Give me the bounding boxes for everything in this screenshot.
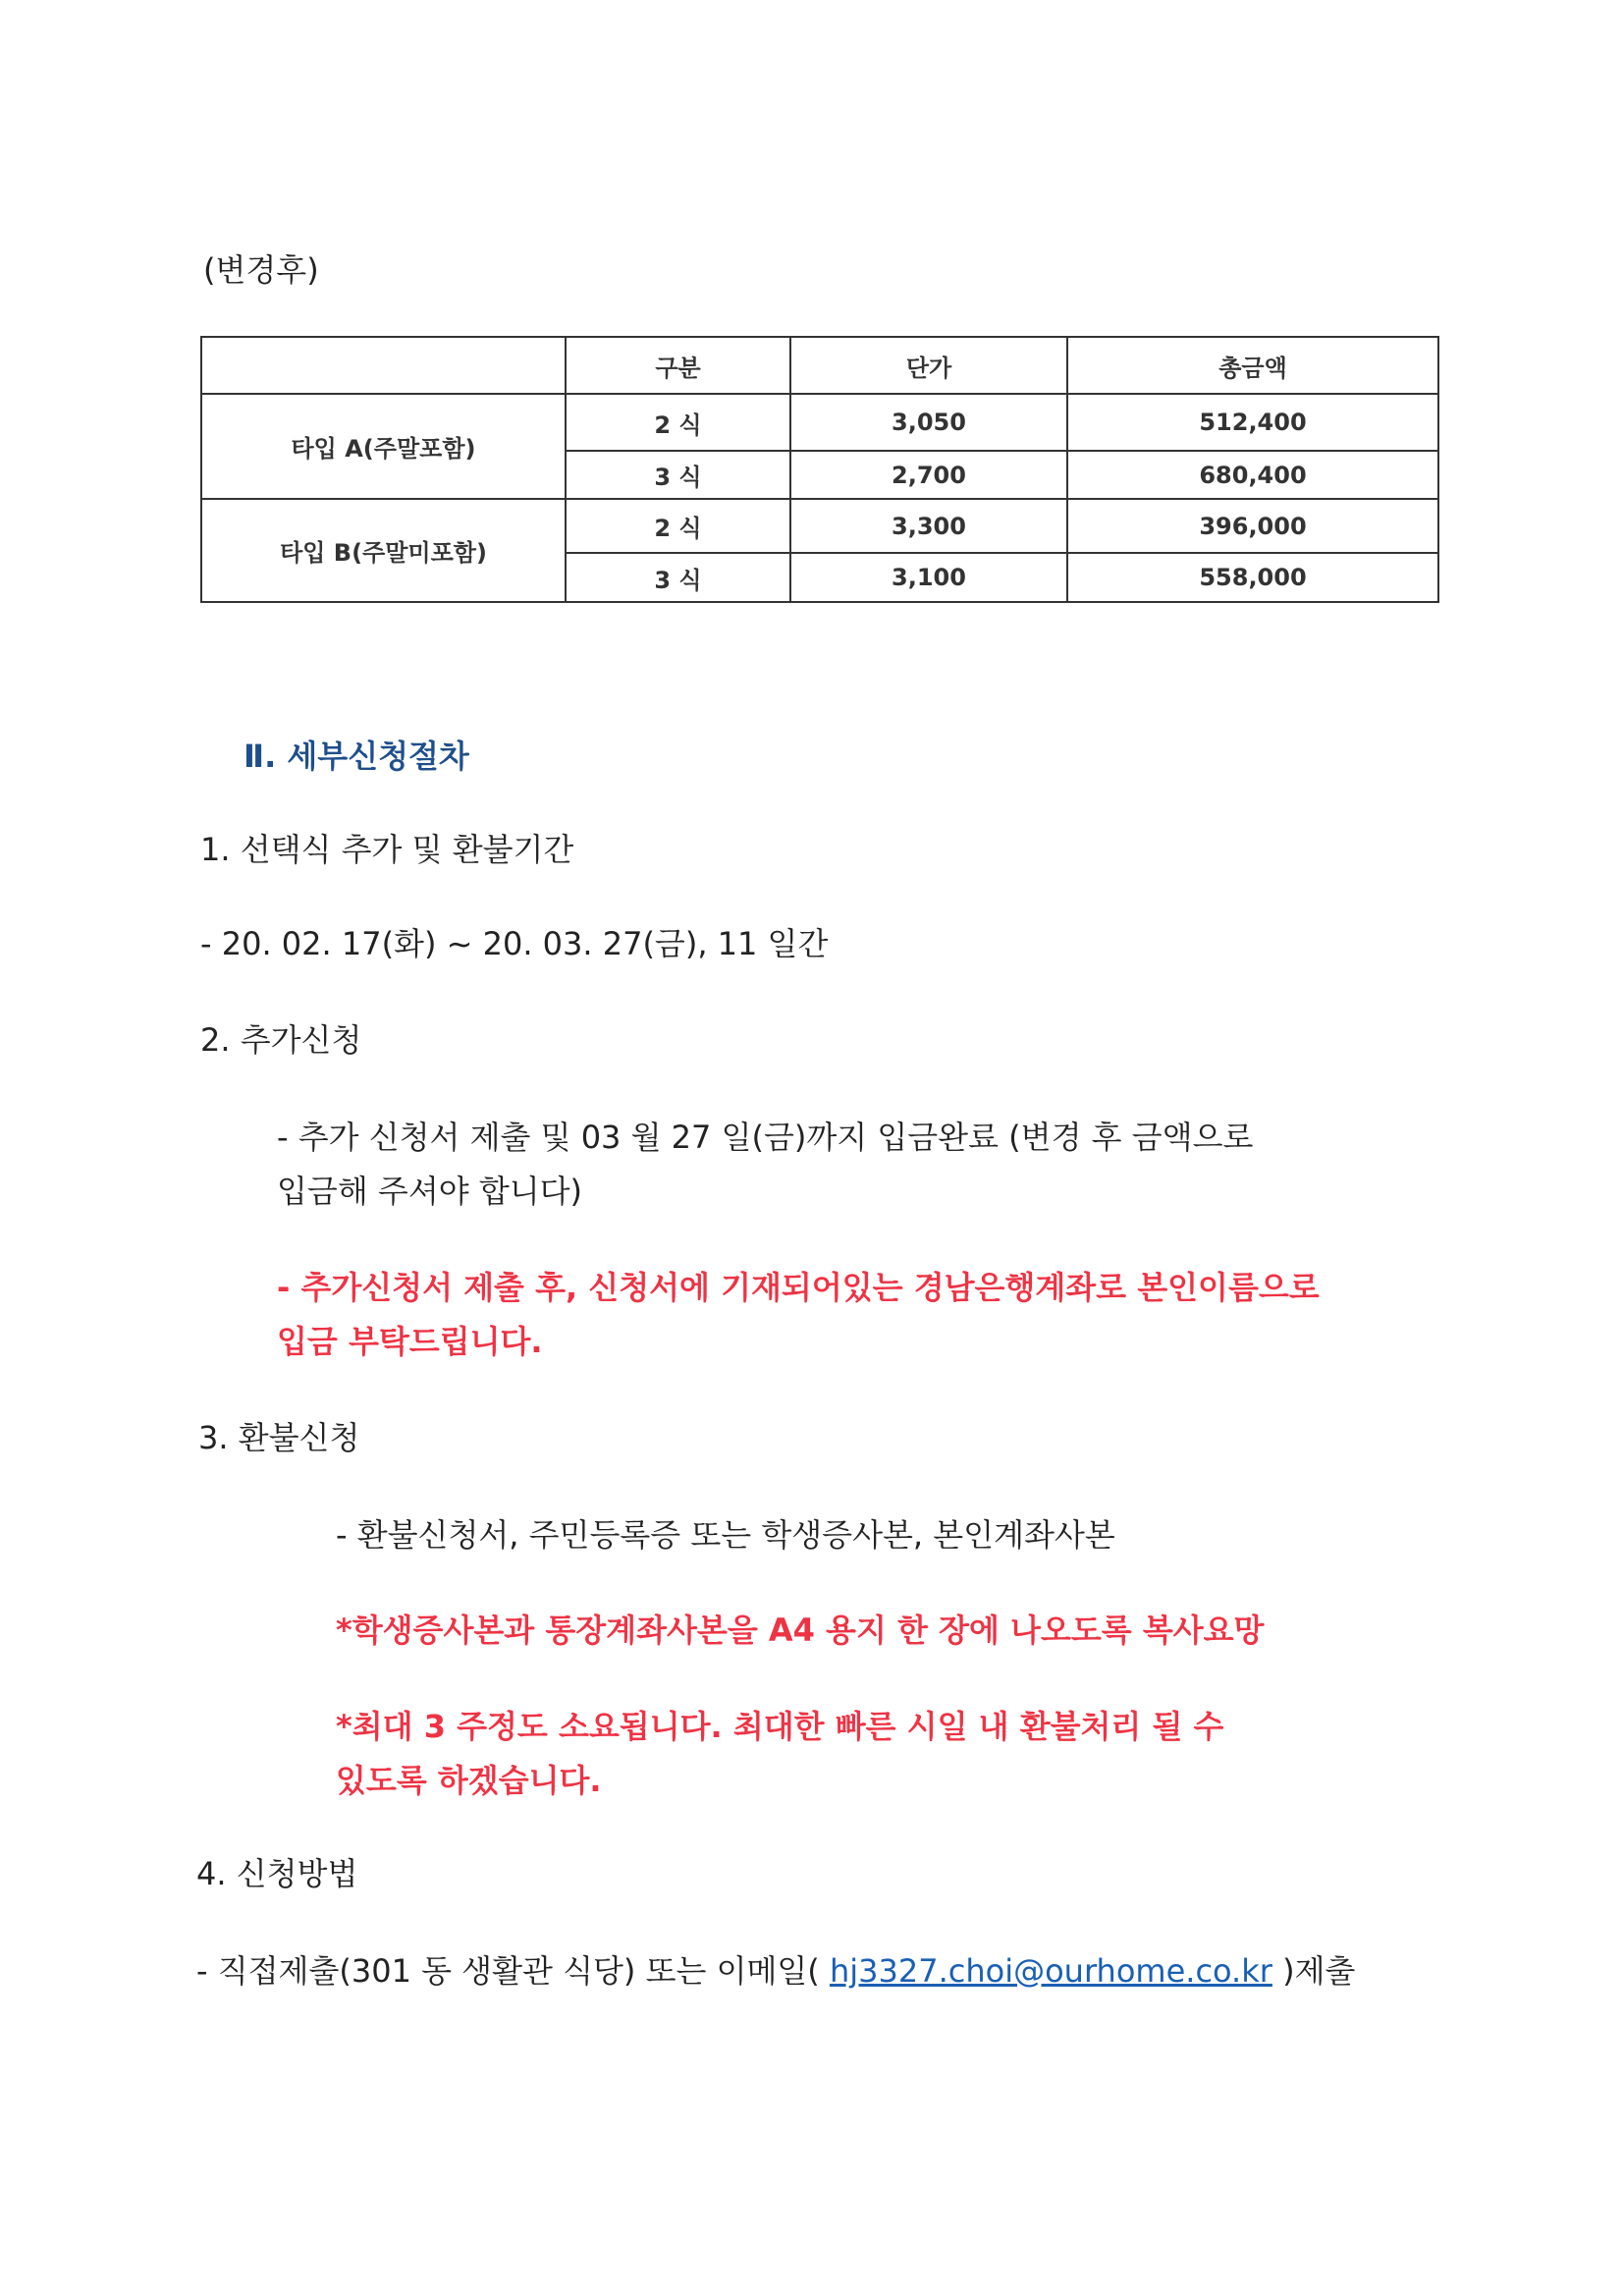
type-cell: 타입 B(주말미포함) — [201, 499, 566, 602]
total-cell: 396,000 — [1067, 499, 1438, 553]
table-row — [201, 394, 1438, 451]
item1-detail: - 20. 02. 17(화) ~ 20. 03. 27(금), 11 일간 — [200, 925, 829, 962]
header-cell: 총금액 — [1067, 337, 1438, 394]
item2-notice-line1: - 추가신청서 제출 후, 신청서에 기재되어있는 경남은행계좌로 본인이름으로 — [277, 1269, 1320, 1306]
item2-title: 2. 추가신청 — [200, 1021, 362, 1059]
header-cell: 구분 — [566, 337, 790, 394]
meals-cell: 3 식 — [566, 451, 790, 499]
item4-prefix: - 직접제출(301 동 생활관 식당) 또는 이메일( — [196, 1952, 830, 1990]
unit-price-cell: 2,700 — [790, 451, 1067, 499]
table-header-row — [201, 337, 1438, 394]
item3-notice2-line1: *최대 3 주정도 소요됩니다. 최대한 빠른 시일 내 환불처리 될 수 — [336, 1708, 1224, 1745]
unit-price-cell: 3,050 — [790, 394, 1067, 451]
price-table — [200, 336, 1439, 603]
item3-notice1: *학생증사본과 통장계좌사본을 A4 용지 한 장에 나오도록 복사요망 — [336, 1612, 1265, 1649]
header-cell: 단가 — [790, 337, 1067, 394]
total-cell: 680,400 — [1067, 451, 1438, 499]
item3-detail: - 환불신청서, 주민등록증 또는 학생증사본, 본인계좌사본 — [336, 1516, 1115, 1554]
item2-detail-line2: 입금해 주셔야 합니다) — [277, 1173, 583, 1210]
type-cell: 타입 A(주말포함) — [201, 394, 566, 499]
item2-notice-line2: 입금 부탁드립니다. — [277, 1323, 543, 1360]
unit-price-cell: 3,100 — [790, 553, 1067, 602]
item4-title: 4. 신청방법 — [196, 1855, 358, 1892]
item1-title: 1. 선택식 추가 및 환불기간 — [200, 831, 574, 868]
header-cell — [201, 337, 566, 394]
unit-price-cell: 3,300 — [790, 499, 1067, 553]
after-change-label: (변경후) — [203, 251, 319, 289]
total-cell: 558,000 — [1067, 553, 1438, 602]
section-title: Ⅱ. 세부신청절차 — [243, 738, 469, 775]
meals-cell: 2 식 — [566, 499, 790, 553]
total-cell: 512,400 — [1067, 394, 1438, 451]
email-link[interactable]: hj3327.choi@ourhome.co.kr — [829, 1952, 1272, 1990]
meals-cell: 2 식 — [566, 394, 790, 451]
meals-cell: 3 식 — [566, 553, 790, 602]
item2-detail-line1: - 추가 신청서 제출 및 03 월 27 일(금)까지 입금완료 (변경 후 금액으로 — [277, 1119, 1254, 1156]
item3-title: 3. 환불신청 — [198, 1419, 360, 1456]
table-row — [201, 499, 1438, 553]
item3-notice2-line2: 있도록 하겠습니다. — [336, 1762, 602, 1799]
item4-suffix: )제출 — [1271, 1952, 1356, 1990]
item4-detail — [196, 1951, 1355, 1991]
